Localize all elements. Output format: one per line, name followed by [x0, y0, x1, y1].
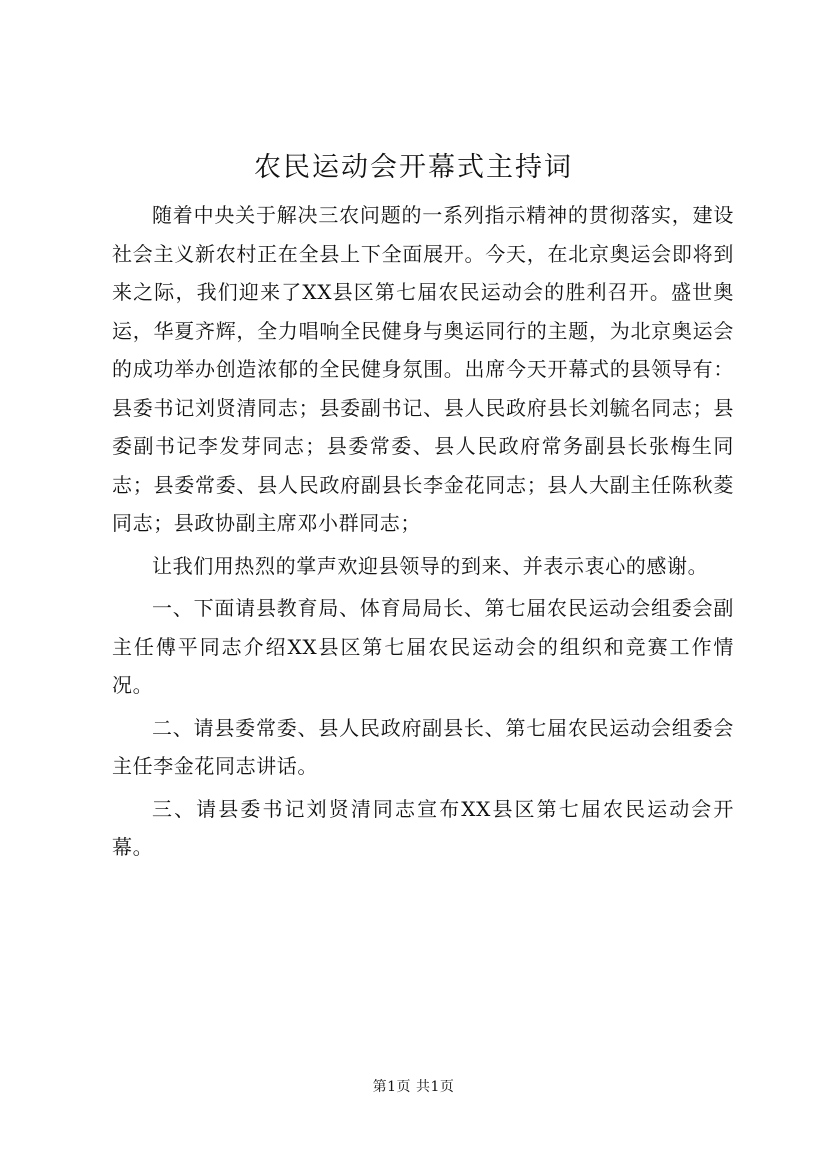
- page-number-footer: 第1页 共1页: [372, 1079, 455, 1095]
- document-title: 农民运动会开幕式主持词: [254, 152, 573, 183]
- paragraph-intro: 随着中央关于解决三农问题的一系列指示精神的贯彻落实，建设社会主义新农村正在全县上下全面展开。今天，在北京奥运会即将到来之际，我们迎来了XX县区第七届农民运动会的胜利召开。盛世奥运，华夏齐辉，全力唱响全民健身与奥运同行的主题，为北京奥运会的成功举办创造浓郁的全民健身氛围。出席今天开幕式的县领导有：县委书记刘贤清同志；县委副书记、县人民政府县长刘毓名同志；县委副书记李发芽同志；县委常委、县人民政府常务副县长张梅生同志；县委常委、县人民政府副县长李金花同志；县人大副主任陈秋菱同志；县政协副主席邓小群同志；: [112, 203, 734, 535]
- paragraph-item-two: 二、请县委常委、县人民政府副县长、第七届农民运动会组委会主任李金花同志讲话。: [112, 715, 734, 778]
- document-body: [112, 196, 734, 867]
- paragraph-item-three: 三、请县委书记刘贤清同志宣布XX县区第七届农民运动会开幕。: [112, 796, 734, 859]
- paragraph-item-one: 一、下面请县教育局、体育局局长、第七届农民运动会组委会副主任傅平同志介绍XX县区第七届农民运动会的组织和竞赛工作情况。: [112, 596, 734, 697]
- paragraph-welcome: 让我们用热烈的掌声欢迎县领导的到来、并表示衷心的感谢。: [152, 553, 709, 578]
